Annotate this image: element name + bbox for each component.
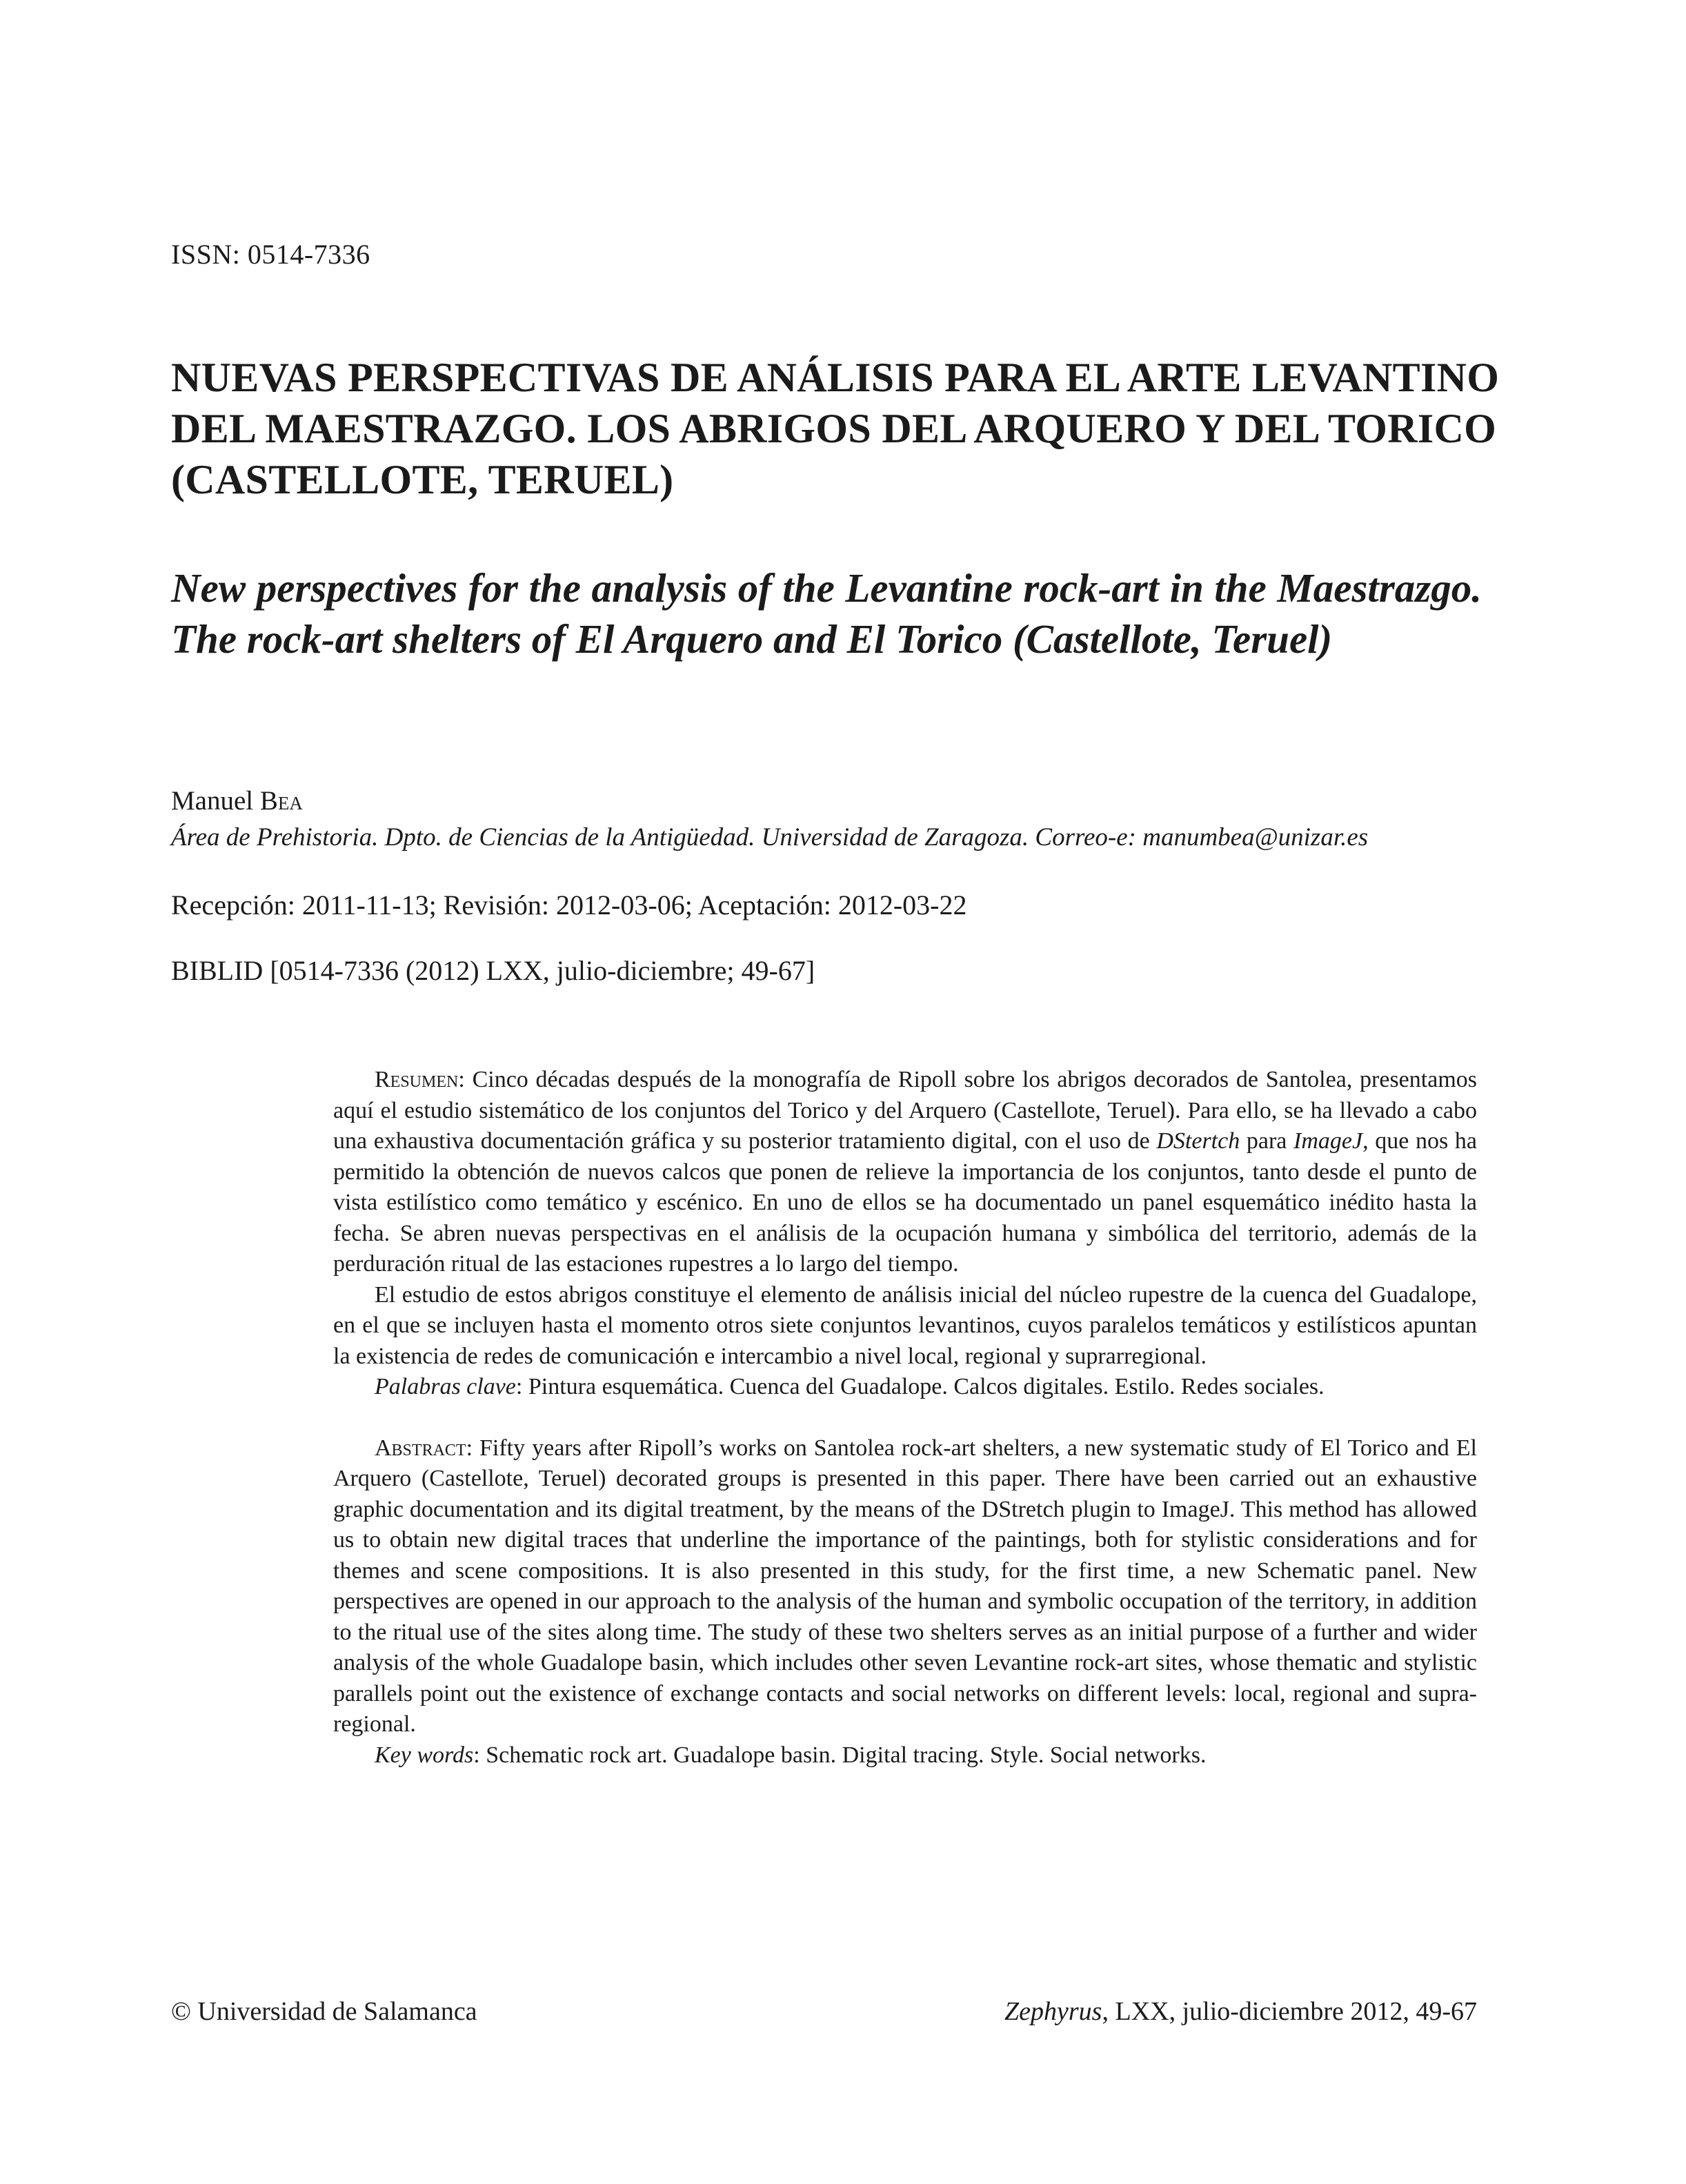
abstract-keywords-text: : Schematic rock art. Guadalope basin. Digital tracing. Style. Social networks.	[473, 1742, 1207, 1768]
section-spacer	[333, 1403, 1477, 1433]
submission-dates: Recepción: 2011-11-13; Revisión: 2012-03-06; Aceptación: 2012-03-22	[171, 889, 967, 921]
abstract-text: : Fifty years after Ripoll’s works on Santolea rock-art shelters, a new systematic study of El Torico and El Arquero (Castellote, Teruel) decorated groups is presented in this paper. There have been carried out an exhaustive graphic documentation and its digital treatment, by the means of the DStretch plugin to ImageJ. This method has allowed us to obtain new digital traces that underline the importance of the paintings, both for stylistic considerations and for themes and scene compositions. It is also presented in this study, for the first time, a new Schematic panel. New perspectives are opened in our approach to the analysis of the human and symbolic occupation of the territory, in addition to the ritual use of the sites along time. The study of these two shelters serves as an initial purpose of a further and wider analysis of the whole Guadalope basin, which includes other seven Levantine rock-art sites, whose thematic and stylistic parallels point out the existence of exchange contacts and social networks on different levels: local, regional and supra-regional.	[333, 1435, 1477, 1737]
abstract-block	[333, 1065, 1477, 1771]
resumen-paragraph-2: El estudio de estos abrigos constituye el elemento de análisis inicial del núcleo rupestre de la cuenca del Guadalope, en el que se incluyen hasta el momento otros siete conjuntos levantinos, cuyos paralelos temáticos y estilísticos apuntan la existencia de redes de comunicación e intercambio a nivel local, regional y suprarregional.	[333, 1281, 1477, 1369]
resumen-label: Resumen	[375, 1067, 459, 1092]
imagej-term: ImageJ	[1293, 1128, 1363, 1154]
resumen-keywords	[333, 1372, 1477, 1403]
issn-label: ISSN: 0514-7336	[171, 239, 370, 270]
footer-citation	[1004, 1996, 1477, 2027]
english-title: New perspectives for the analysis of the Levantine rock-art in the Maestrazgo. The rock-art shelters of El Arquero and El Torico (Castellote, Teruel)	[171, 565, 1482, 662]
footer-copyright: © Universidad de Salamanca	[171, 1997, 477, 2026]
journal-issue: , LXX, julio-diciembre 2012, 49-67	[1102, 1997, 1477, 2026]
abstract-keywords	[333, 1740, 1477, 1771]
resumen-paragraph-1	[333, 1065, 1477, 1280]
resumen-text-c: , que nos ha permitido la obtención de nuevos calcos que ponen de relieve la importancia de los conjuntos, tanto desde el punto de vista estilístico como temático y escénico. En uno de ellos se ha documentado un panel esquemático inédito hasta la fecha. Se abren nuevas perspectivas en el análisis de la ocupación humana y simbólica del territorio, además de la perduración ritual de las estaciones rupestres a lo largo del tiempo.	[333, 1128, 1477, 1277]
abstract-paragraph	[333, 1433, 1477, 1740]
author-first-name: Manuel	[171, 786, 254, 816]
resumen-keywords-label: Palabras clave	[375, 1374, 516, 1399]
author-name	[171, 785, 303, 816]
dstretch-term: DStertch	[1156, 1128, 1240, 1154]
resumen-text-a: : Cinco décadas después de la monografía de Ripoll sobre los abrigos decorados de Santolea, presentamos aquí el estudio sistemático de los conjuntos del Torico y del Arquero (Castellote, Teruel). Para ello, se ha llevado a cabo una exhaustiva documentación gráfica y su posterior tratamiento digital, con el uso de	[333, 1067, 1477, 1154]
spanish-title: NUEVAS PERSPECTIVAS DE ANÁLISIS PARA EL ARTE LEVANTINO DEL MAESTRAZGO. LOS ABRIGOS DEL ARQUERO Y DEL TORICO (CASTELLOTE, TERUEL)	[171, 355, 1500, 502]
journal-name: Zephyrus	[1004, 1997, 1102, 2026]
author-affiliation: Área de Prehistoria. Dpto. de Ciencias de la Antigüedad. Universidad de Zaragoza. Correo-e: manumbea@unizar.es	[171, 823, 1369, 852]
resumen-text-b: para	[1240, 1128, 1294, 1154]
resumen-keywords-text: : Pintura esquemática. Cuenca del Guadalope. Calcos digitales. Estilo. Redes sociales.	[515, 1374, 1325, 1399]
author-last-name: Bea	[259, 786, 303, 816]
biblid-reference: BIBLID [0514-7336 (2012) LXX, julio-diciembre; 49-67]	[171, 955, 815, 986]
abstract-label: Abstract	[375, 1435, 466, 1461]
abstract-keywords-label: Key words	[375, 1742, 474, 1768]
